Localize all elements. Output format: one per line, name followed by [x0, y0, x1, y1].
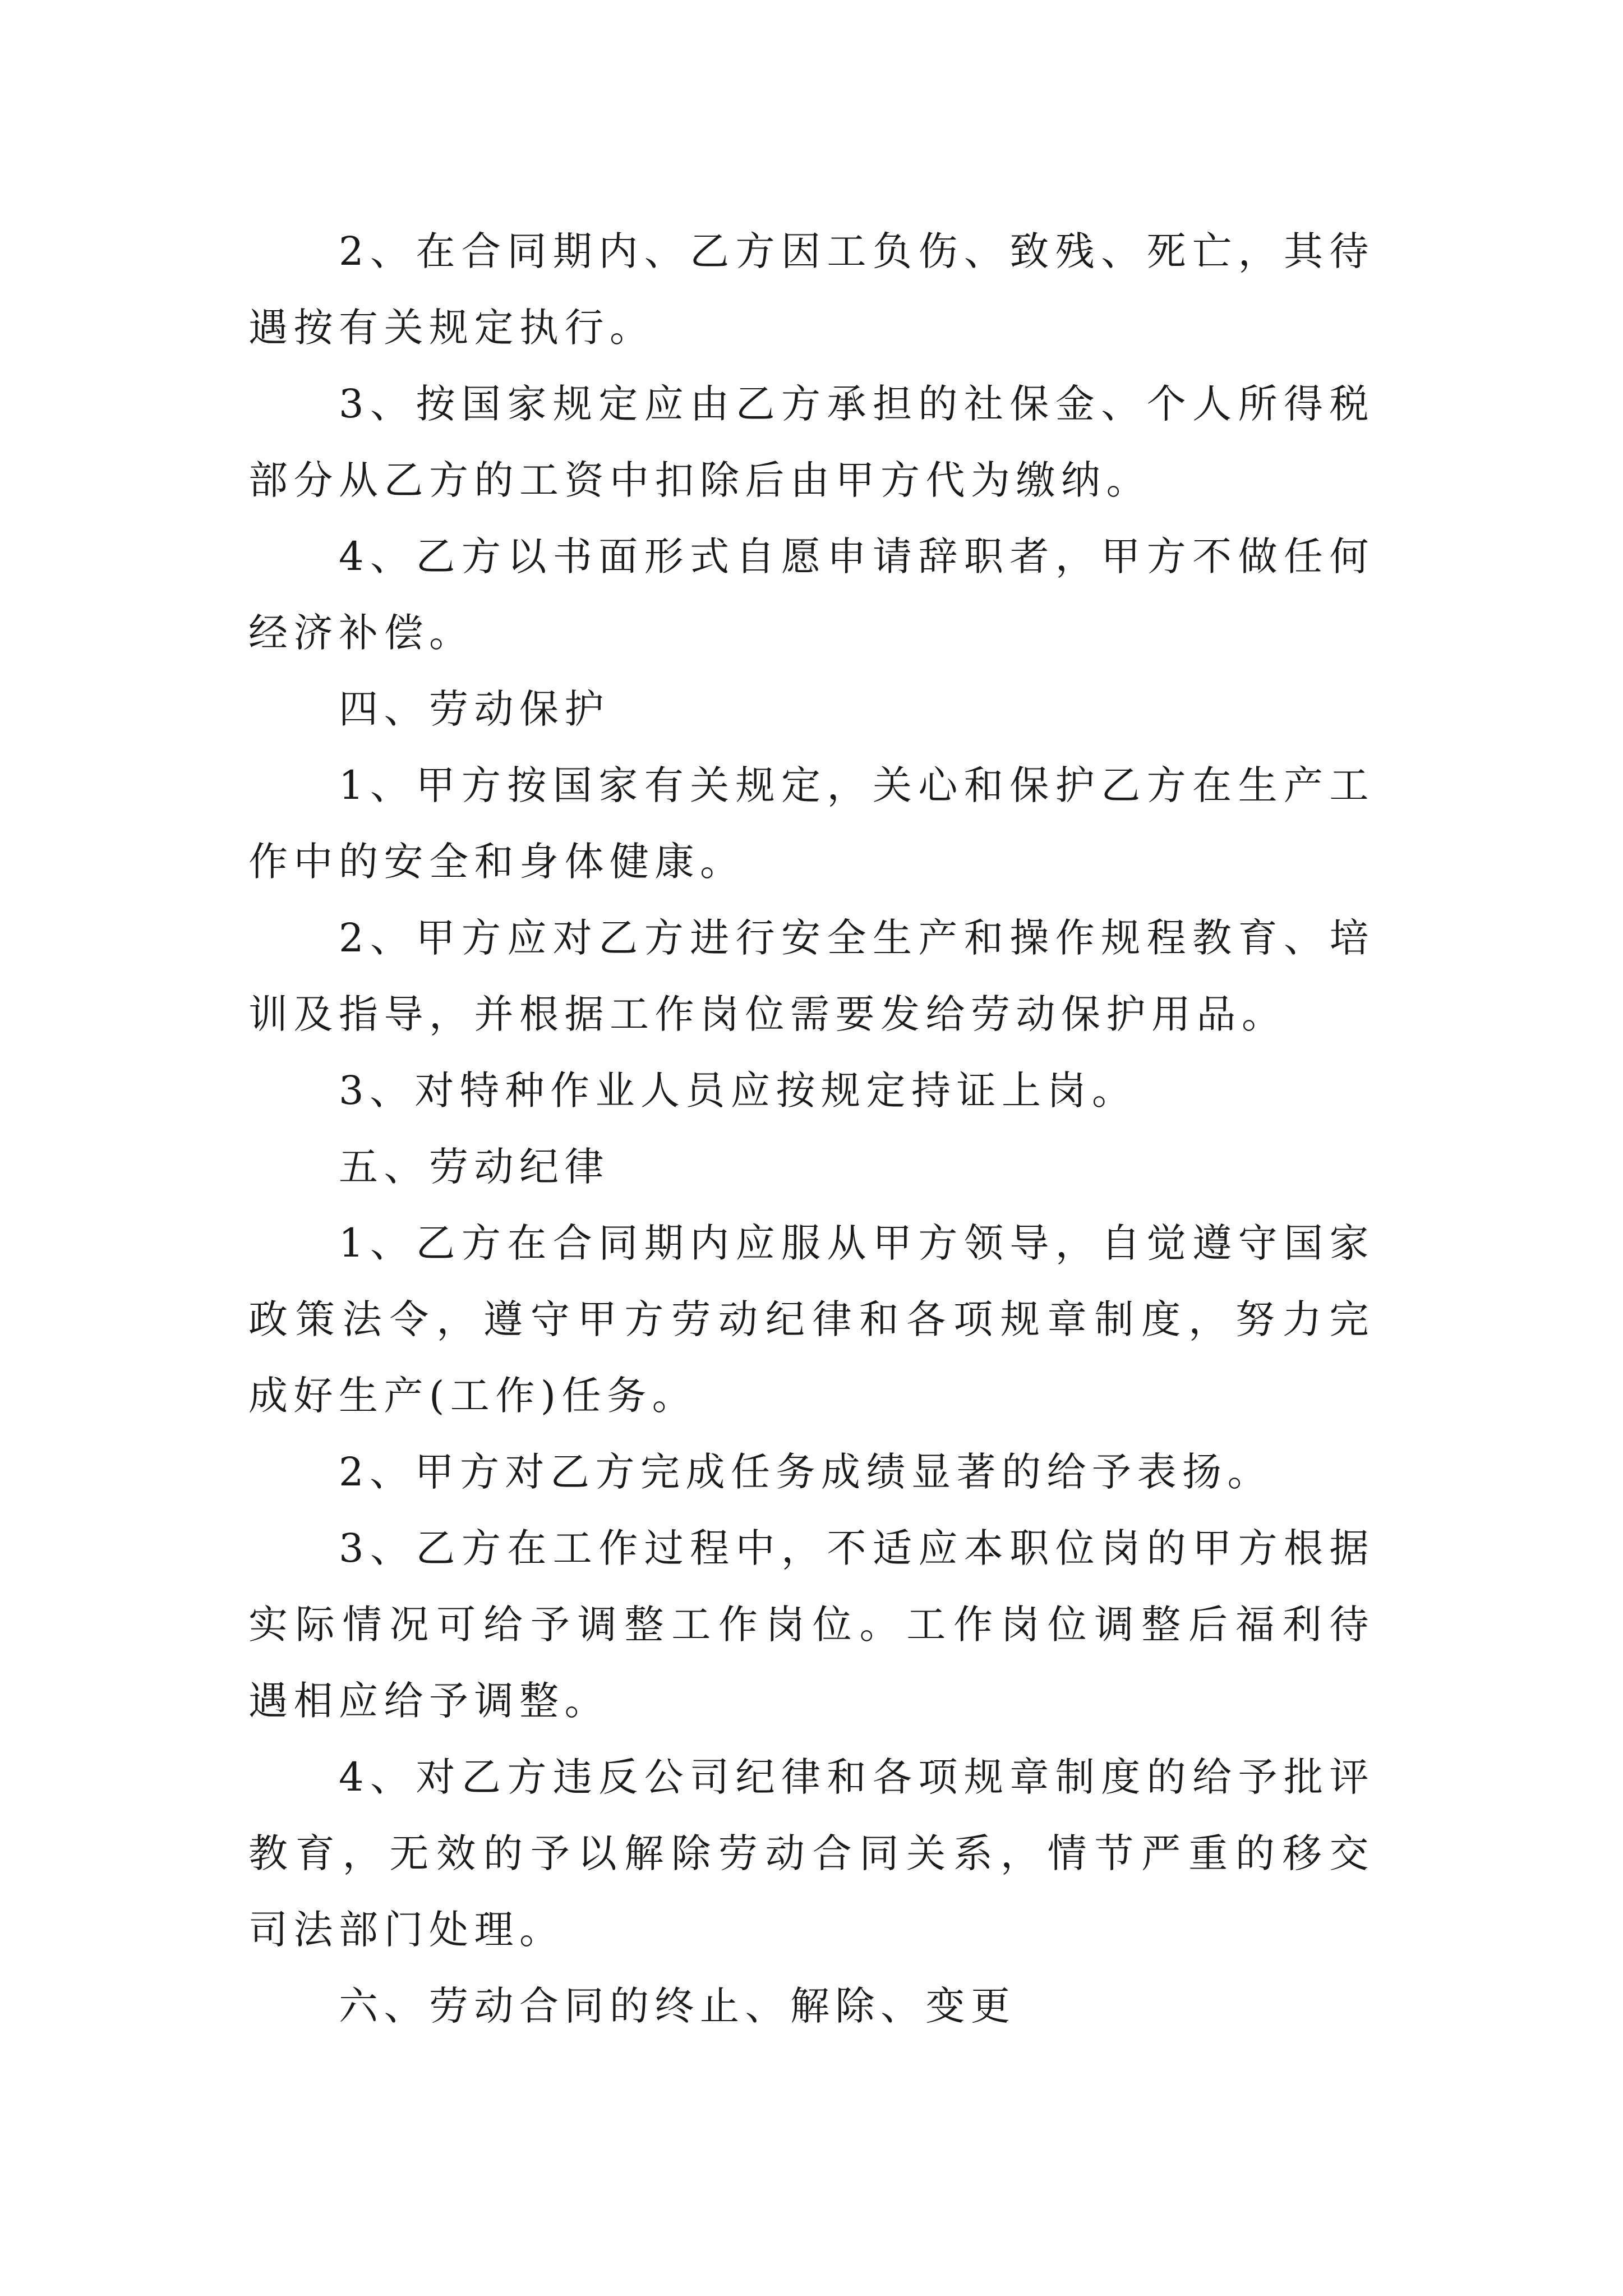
clause-4-voluntary-resignation: 4、乙方以书面形式自愿申请辞职者，甲方不做任何经济补偿。 [248, 533, 1375, 656]
clause-2-commendation: 2、甲方对乙方完成任务成绩显著的给予表扬。 [339, 1449, 1273, 1495]
clause-4-discipline-violation: 4、对乙方违反公司纪律和各项规章制度的给予批评教育，无效的予以解除劳动合同关系，情节严重的移交司法部门处理。 [248, 1754, 1375, 1953]
clause-1-obey-leadership: 1、乙方在合同期内应服从甲方领导，自觉遵守国家政策法令，遵守甲方劳动纪律和各项规章制度，努力完成好生产(工作)任务。 [248, 1220, 1375, 1419]
document-body [248, 213, 1375, 2044]
clause-3-special-operations-certification: 3、对特种作业人员应按规定持证上岗。 [339, 1068, 1137, 1114]
section-heading-labor-discipline: 五、劳动纪律 [339, 1144, 610, 1190]
clause-2-injury-treatment: 2、在合同期内、乙方因工负伤、致残、死亡，其待遇按有关规定执行。 [248, 228, 1375, 351]
clause-3-position-adjustment: 3、乙方在工作过程中，不适应本职位岗的甲方根据实际情况可给予调整工作岗位。工作岗位调整后福利待遇相应给予调整。 [248, 1525, 1375, 1724]
section-heading-contract-termination: 六、劳动合同的终止、解除、变更 [339, 1983, 1016, 2029]
clause-3-social-insurance-tax: 3、按国家规定应由乙方承担的社保金、个人所得税部分从乙方的工资中扣除后由甲方代为缴纳。 [248, 381, 1375, 503]
section-heading-labor-protection: 四、劳动保护 [339, 686, 610, 732]
clause-2-safety-training: 2、甲方应对乙方进行安全生产和操作规程教育、培训及指导，并根据工作岗位需要发给劳动保护用品。 [248, 915, 1375, 1037]
clause-1-safety-health: 1、甲方按国家有关规定，关心和保护乙方在生产工作中的安全和身体健康。 [248, 762, 1375, 885]
